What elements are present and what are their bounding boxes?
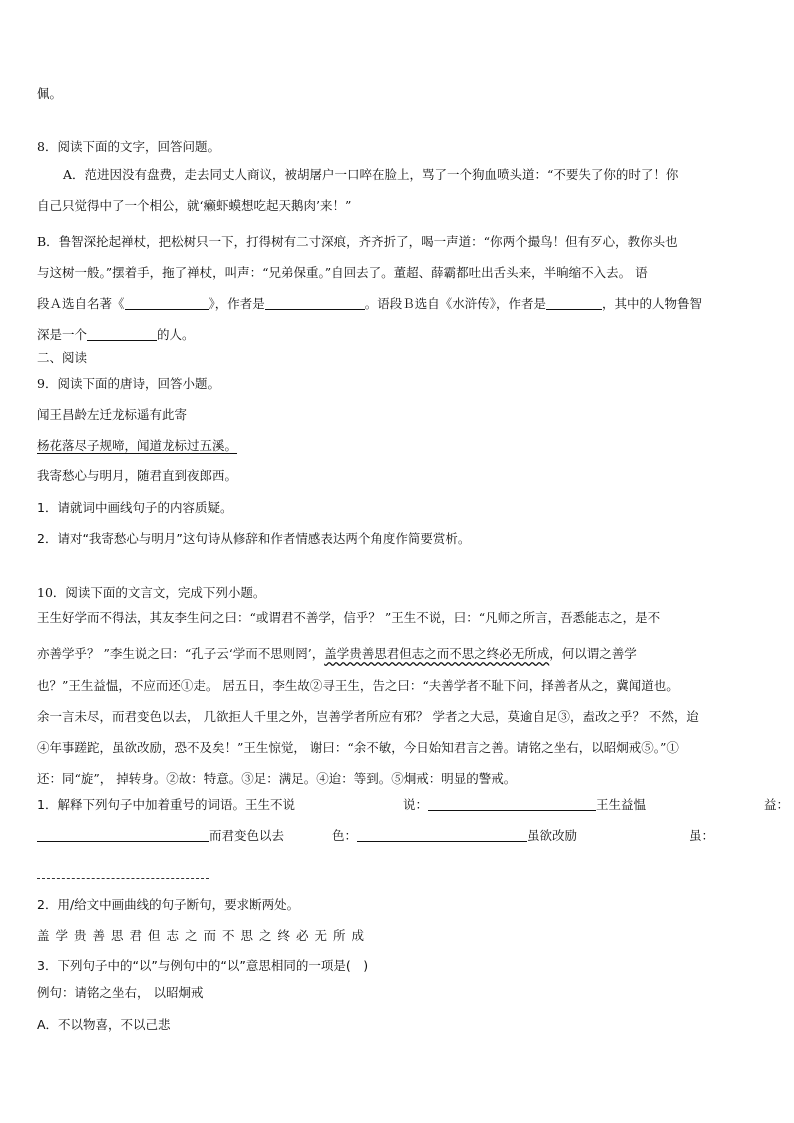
poem-line: 我寄愁心与明月，随君直到夜郎西。 <box>37 468 238 483</box>
question-8-heading: 8．阅读下面的文字，回答问题。 <box>37 139 220 154</box>
passage-b-line-2: 与这树一般。”摆着手，拖了禅杖，叫声：“兄弟保重。”自回去了。董超、薛霸都吐出舌头来，半晌缩不入去。 语 <box>37 265 648 280</box>
text-fragment: 虽： <box>688 828 714 843</box>
text-fragment: 深是一个 <box>37 327 88 342</box>
sub-question <box>37 797 789 813</box>
classical-text-line: 余一言未尽，而君变色以去， 几欲拒人千里之外，岂善学者所应有邪？ 学者之大忌，莫逾自足③，盍改之乎？ 不然，迨 <box>37 709 699 724</box>
answer-option-a[interactable]: A．不以物喜，不以己悲 <box>37 1017 171 1032</box>
classical-text-line: 也？”王生益愠，不应而还①走。 居五日，李生故②寻王生，告之曰：“夫善学者不耻下问，择善者从之，冀闻道也。 <box>37 678 679 693</box>
section-heading: 二、阅读 <box>37 350 88 365</box>
text-fragment: ，其中的人物鲁智 <box>602 296 703 311</box>
text-fragment: 色： <box>331 828 357 843</box>
text-fragment: 1．解释下列句子中加着重号的词语。王生不说 <box>37 797 295 812</box>
answer-dashed-line[interactable] <box>37 878 209 879</box>
answer-blank[interactable] <box>37 829 209 842</box>
classical-text-line: 王生好学而不得法，其友李生问之曰：“或谓君不善学，信乎？ ”王生不说，曰：“凡师之所言，吾悉能志之，是不 <box>37 610 661 625</box>
annotation-line: 还：同“旋”， 掉转身。②故：特意。③足：满足。④迨：等到。⑤炯戒：明显的警戒。 <box>37 771 517 786</box>
sub-question: 3．下列句子中的“以”与例句中的“以”意思相同的一项是( ) <box>37 958 369 973</box>
text-line: 佩。 <box>37 86 63 101</box>
answer-blank[interactable] <box>357 829 527 842</box>
sub-question: 2．用/给文中画曲线的句子断句，要求断两处。 <box>37 897 300 912</box>
text-fragment: 亦善学乎？ ”李生说之曰：“孔子云‘学而不思则罔’， <box>37 646 325 661</box>
example-sentence: 例句：请铭之坐右， 以昭炯戒 <box>37 985 204 1000</box>
text-fragment: 虽欲改励 <box>527 828 578 843</box>
passage-a-line-2: 自己只觉得中了一个相公，就‘癞虾蟆想吃起天鹅肉’来！” <box>37 198 352 213</box>
wavy-underlined-sentence: 盖学贵善思君但志之而不思之终必无所成 <box>324 646 550 661</box>
question-9-heading: 9．阅读下面的唐诗，回答小题。 <box>37 376 220 391</box>
answer-blank[interactable] <box>125 297 209 310</box>
answer-blank[interactable] <box>428 798 596 811</box>
text-fragment: 王生益愠 <box>595 797 646 812</box>
classical-text-line <box>37 646 637 662</box>
answer-blank[interactable] <box>546 297 602 310</box>
sub-question <box>37 828 714 844</box>
fill-blank-line-1 <box>37 296 702 312</box>
text-fragment: 。语段Ｂ选自《水浒传》，作者是 <box>364 296 547 311</box>
text-fragment: ，何以谓之善学 <box>549 646 637 661</box>
text-fragment: 说： <box>402 797 428 812</box>
question-10-heading: 10．阅读下面的文言文，完成下列小题。 <box>37 585 266 600</box>
text-fragment: 而君变色以去 <box>209 828 285 843</box>
poem-line-underlined: 杨花落尽子规啼，闻道龙标过五溪。 <box>37 438 238 453</box>
sub-question: 2．请对“我寄愁心与明月”这句诗从修辞和作者情感表达两个角度作简要赏析。 <box>37 531 471 546</box>
sub-question: 1．请就词中画线句子的内容质疑。 <box>37 500 233 515</box>
text-fragment: 》，作者是 <box>208 296 265 311</box>
classical-text-line: ④年事蹉跎，虽欲改励，恐不及矣！”王生惊觉， 谢曰：“余不敏，今日始知君言之善。请铭之坐右，以昭炯戒⑤。”① <box>37 740 679 755</box>
text-fragment: 益： <box>763 797 789 812</box>
poem-title: 闻王昌龄左迁龙标遥有此寄 <box>37 407 188 422</box>
sentence-to-punctuate: 盖学贵善思君但志之而不思之终必无所成 <box>37 928 371 943</box>
answer-blank[interactable] <box>87 328 157 341</box>
text-fragment: 段Ａ选自名著《 <box>37 296 125 311</box>
passage-b-line-1: B．鲁智深抡起禅杖，把松树只一下，打得树有二寸深痕，齐齐折了，喝一声道：“你两个撮鸟！但有歹心，教你头也 <box>37 234 678 249</box>
fill-blank-line-2 <box>37 327 195 343</box>
passage-a-line-1: A．范进因没有盘费，走去同丈人商议，被胡屠户一口啐在脸上，骂了一个狗血喷头道：“不要失了你的时了！你 <box>63 167 679 182</box>
text-fragment: 的人。 <box>157 327 195 342</box>
answer-blank[interactable] <box>265 297 365 310</box>
